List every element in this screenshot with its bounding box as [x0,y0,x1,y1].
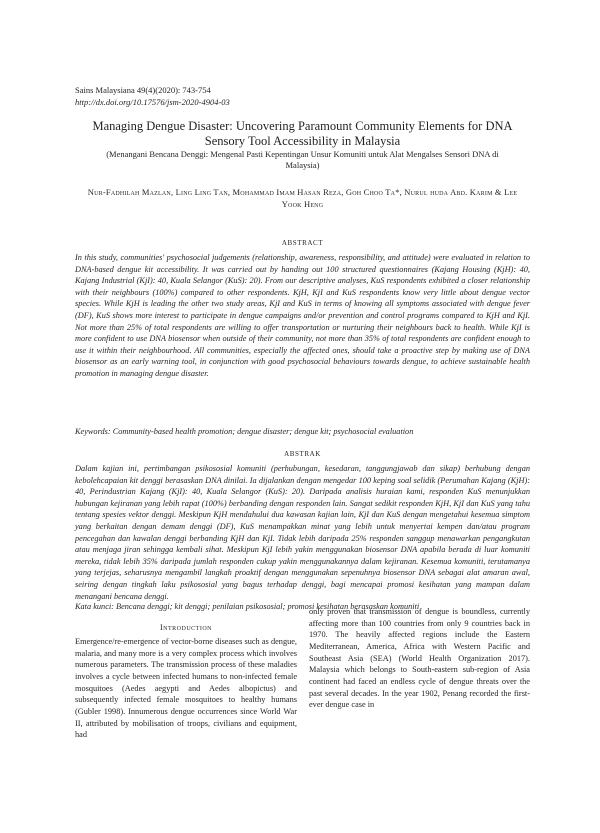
introduction-right-column: only proven that transmission of dengue is boundless, currently affecting more than 100 countries from only 9 countries back in 1970. The heavily affected regions include the Eastern Mediterranean, America, Africa with Western Pacific and Southeast Asia (SEA) (World Health Organization 2017). Malaysia which belongs to South-eastern sub-region of Asia continent had faced an endless cycle of dengue threats over the past several decades. In the year 1902, Penang recorded the first-ever dengue case in [309,607,530,710]
paper-page [75,0,530,833]
abstract-keywords: Keywords: Community-based health promotion; dengue disaster; dengue kit; psychosocial evaluation [75,427,414,436]
abstract-heading: ABSTRACT [281,239,324,247]
abstract-body: In this study, communities' psychosocial judgements (relationship, awareness, responsibility, and attitude) were evaluated in relation to DNA-based dengue kit accessibility. It was carried out by handing out 100 structured questionnaires (Kajang Housing (KjH): 40, Kajang Industrial (KjI): 40, Kuala Selangor (KuS): 20). From our descriptive analyses, KuS respondents exhibited a closer relationship with their neighbours (100%) compared to other respondents. KjH, KjI and KuS respondents know very little about dengue vector species. While KjH is leading the other two study areas, KjI and KuS in terms of knowing all symptoms associated with dengue fever (DF), KuS shows more interest to participate in dengue campaigns and/or prevention and control programs compared to KjH and KjI. Not more than 25% of total respondents are willing to offer transportation or nurturing their neighbours back to health. While KjI is more confident to use DNA biosensor when outside of their community, not more than 35% of total respondents are confident enough to use it within their neighbourhood. All communities, especially the affected ones, should take a proactive step by making use of DNA biosensor as an early warning tool, in conjunction with good psychosocial behaviours towards dengue, to achieve sustainable health promotion in managing dengue disaster. [75,253,530,378]
paper-title-malay: (Menangani Bencana Denggi: Mengenal Pasti Kepentingan Unsur Komuniti untuk Alat Mengalses Sensori DNA di Malaysia) [106,149,499,170]
paper-title: Managing Dengue Disaster: Uncovering Paramount Community Elements for DNA Sensory Tool Accessibility in Malaysia [92,119,513,148]
abstrak-body: Dalam kajian ini, pertimbangan psikososial komuniti (perhubungan, kesedaran, tanggungjawab dan sikap) berhubung dengan kebolehcapaian kit denggi berasaskan DNA dinilai. Ia dijalankan dengan mengedar 100 keping soal selidik (Perumahan Kajang (KjH): 40, Perindustrian Kajang (KjI): 40, Kuala Selangor (KuS): 20). Daripada analisis huraian kami, responden KuS menunjukkan hubungan kejiranan yang lebih rapat (100%) berbanding dengan responden lain. Sangat sedikit responden KjH, KjI dan KuS yang tahu tentang spesies vektor denggi. Meskipun KjH mendahului dua kawasan kajian lain, KjI dan KuS dengan mengetahui kesemua simptom yang berkaitan dengan demam denggi (DF), KuS menampakkan minat yang lebih untuk menyertai kempen dan/atau program pencegahan dan kawalan denggi berbanding KjH dan KjI. Tidak lebih daripada 25% responden sanggup menawarkan pengangkutan atau menjaga jiran sehingga kembali sihat. Meskipun KjI lebih yakin menggunakan biosensor DNA apabila berada di luar komuniti mereka, tidak lebih 35% daripada jumlah responden cukup yakin menggunakannya dalam kejiranan. Kesemua komuniti, terutamanya yang terjejas, seharusnya mengambil langkah proaktif dengan menggunakan sepenuhnya biosensor DNA sebagai alat amaran awal, seiring dengan tingkah laku psikososial yang bagus terhadap denggi, bagi mencapai promosi kesihatan yang mampan dalam menangani bencana denggi. [75,464,530,601]
abstrak-keywords: Kata kunci: Bencana denggi; kit denggi; penilaian psikososial; promosi kesihatan berasaskan komuniti [75,602,420,611]
journal-header [75,84,230,108]
journal-doi[interactable]: http://dx.doi.org/10.17576/jsm-2020-4904-03 [75,97,230,107]
introduction-heading: Introduction [160,623,212,632]
introduction-left-column: Emergence/re-emergence of vector-borne diseases such as dengue, malaria, and many more is a very complex process which involves numerous parameters. The transmission process of these maladies involves a cycle between infected humans to non-infected female mosquitoes (Aedes aegypti and Aedes albopictus) and subsequently infected female mosquitoes to healthy humans (Gubler 1998). Innumerous dengue occurrences since World War II, attributed by mobilisation of troops, civilians and equipment, had [75,637,297,740]
abstrak-heading: ABSTRAK [284,450,321,458]
author-list: Nur-Fadhilah Mazlan, Ling Ling Tan, Mohammad Imam Hasan Reza, Goh Choo Ta*, Nurul huda Abd. Karim & Lee Yook Heng [87,187,518,209]
journal-citation: Sains Malaysiana 49(4)(2020): 743-754 [75,85,211,95]
